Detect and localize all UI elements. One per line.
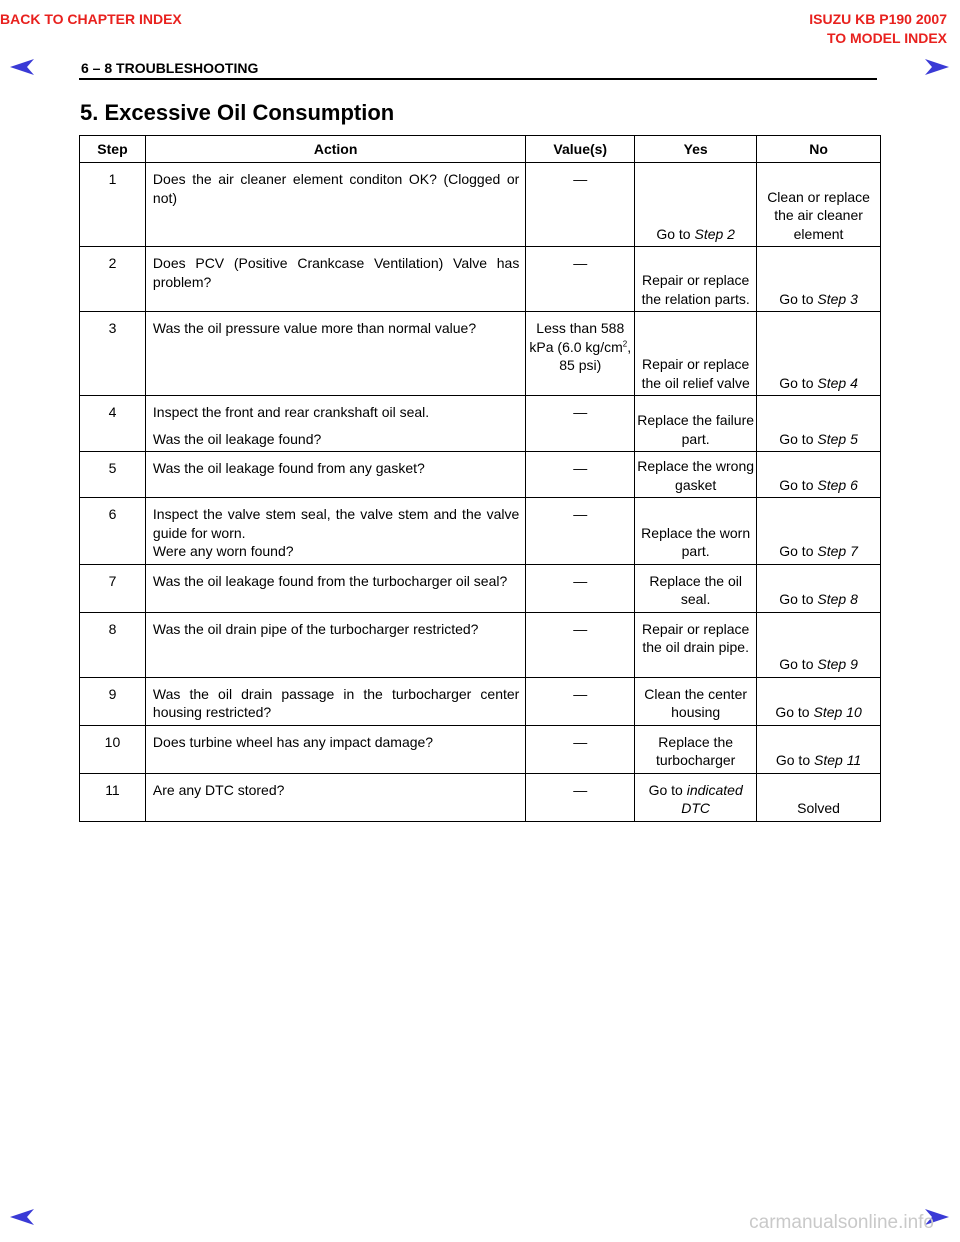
- header-values: Value(s): [526, 136, 635, 163]
- next-page-arrow-icon[interactable]: [924, 58, 950, 76]
- value-text-end: , 85 psi): [559, 338, 632, 373]
- no-cell: [757, 677, 881, 725]
- table-row: [80, 725, 881, 773]
- no-step-link[interactable]: Step 9: [817, 656, 858, 672]
- action-text: Does turbine wheel has any impact damage?: [145, 725, 525, 773]
- no-prefix: Go to: [779, 656, 818, 672]
- action-text: Was the oil pressure value more than normal value?: [145, 312, 525, 396]
- no-cell: [757, 612, 881, 677]
- yes-dtc-link[interactable]: indicated DTC: [681, 781, 743, 816]
- step-number: 9: [80, 677, 146, 725]
- no-cell: [757, 452, 881, 498]
- action-text: Are any DTC stored?: [145, 773, 525, 821]
- no-prefix: Go to: [779, 476, 818, 493]
- value-cell: —: [526, 163, 635, 247]
- yes-cell: Replace the turbocharger: [635, 725, 757, 773]
- value-superscript: 2: [622, 338, 628, 348]
- no-prefix: Go to: [779, 430, 818, 447]
- action-line: Inspect the valve stem seal, the valve stem and the valve guide for worn.: [152, 506, 520, 541]
- no-step-link[interactable]: Step 10: [813, 704, 862, 720]
- value-cell: [526, 312, 635, 396]
- no-cell: Clean or replace the air cleaner element: [757, 163, 881, 247]
- yes-prefix: Go to: [648, 781, 687, 798]
- yes-cell: [635, 773, 757, 821]
- table-row: [80, 247, 881, 312]
- value-text: Less than 588 kPa (6.0 kg/cm: [529, 320, 625, 355]
- value-cell: —: [526, 396, 635, 452]
- previous-page-arrow-icon[interactable]: [9, 58, 35, 76]
- table-row: [80, 498, 881, 565]
- value-cell: —: [526, 564, 635, 612]
- yes-cell: Replace the wrong gasket: [635, 452, 757, 498]
- action-line: Inspect the front and rear crankshaft oil seal.: [152, 404, 430, 420]
- table-row: [80, 452, 881, 498]
- value-cell: —: [526, 612, 635, 677]
- step-number: 6: [80, 498, 146, 565]
- table-row: [80, 396, 881, 452]
- step-number: 5: [80, 452, 146, 498]
- header-yes: Yes: [635, 136, 757, 163]
- header-no: No: [757, 136, 881, 163]
- step-number: 8: [80, 612, 146, 677]
- no-prefix: Go to: [779, 290, 818, 307]
- table-row: [80, 773, 881, 821]
- no-prefix: Go to: [779, 543, 818, 559]
- troubleshooting-table: [79, 135, 881, 822]
- no-step-link[interactable]: Step 8: [817, 591, 858, 607]
- no-step-link[interactable]: Step 4: [817, 374, 858, 391]
- yes-step-link[interactable]: Step 2: [694, 225, 735, 242]
- action-text: Was the oil drain passage in the turbocharger center housing restricted?: [145, 677, 525, 725]
- value-cell: —: [526, 773, 635, 821]
- yes-cell: Replace the worn part.: [635, 498, 757, 565]
- no-prefix: Go to: [779, 374, 818, 391]
- no-cell: [757, 498, 881, 565]
- no-step-link[interactable]: Step 11: [814, 752, 862, 768]
- model-title-link[interactable]: ISUZU KB P190 2007: [809, 11, 947, 27]
- action-text: Does PCV (Positive Crankcase Ventilation) Valve has problem?: [145, 247, 525, 312]
- value-cell: —: [526, 247, 635, 312]
- value-cell: —: [526, 677, 635, 725]
- action-text: [145, 396, 525, 452]
- section-title: 5. Excessive Oil Consumption: [80, 100, 395, 125]
- value-cell: —: [526, 452, 635, 498]
- table-row: [80, 677, 881, 725]
- no-cell: [757, 312, 881, 396]
- action-text: [145, 498, 525, 565]
- header-divider: [79, 78, 877, 80]
- yes-prefix: Go to: [656, 225, 695, 242]
- no-cell: [757, 247, 881, 312]
- page-header: 6 – 8 TROUBLESHOOTING: [81, 60, 259, 76]
- no-step-link[interactable]: Step 5: [817, 430, 858, 447]
- previous-page-arrow-icon-bottom[interactable]: [9, 1208, 35, 1226]
- back-to-chapter-index-link[interactable]: BACK TO CHAPTER INDEX: [0, 11, 182, 27]
- model-index-link[interactable]: TO MODEL INDEX: [826, 30, 947, 46]
- table-row: [80, 312, 881, 396]
- no-step-link[interactable]: Step 6: [817, 476, 858, 493]
- yes-cell: Clean the center housing: [635, 677, 757, 725]
- no-cell: Solved: [757, 773, 881, 821]
- header-action: Action: [145, 136, 525, 163]
- no-step-link[interactable]: Step 3: [817, 290, 858, 307]
- value-cell: —: [526, 498, 635, 565]
- watermark: carmanualsonline.info: [749, 1212, 934, 1233]
- action-text: Was the oil drain pipe of the turbocharger restricted?: [145, 612, 525, 677]
- yes-cell: Replace the failure part.: [635, 396, 757, 452]
- no-step-link[interactable]: Step 7: [817, 543, 858, 559]
- table-row: [80, 612, 881, 677]
- action-text: Was the oil leakage found from any gasket?: [145, 452, 525, 498]
- no-cell: [757, 725, 881, 773]
- table-row: [80, 163, 881, 247]
- step-number: 7: [80, 564, 146, 612]
- action-question: Was the oil leakage found?: [152, 430, 322, 447]
- yes-cell: Replace the oil seal.: [635, 564, 757, 612]
- action-text: Was the oil leakage found from the turbocharger oil seal?: [145, 564, 525, 612]
- no-cell: [757, 564, 881, 612]
- yes-cell: Repair or replace the oil drain pipe.: [635, 612, 757, 677]
- step-number: 10: [80, 725, 146, 773]
- yes-cell: Repair or replace the relation parts.: [635, 247, 757, 312]
- step-number: 4: [80, 396, 146, 452]
- header-step: Step: [80, 136, 146, 163]
- yes-cell: Repair or replace the oil relief valve: [635, 312, 757, 396]
- step-number: 2: [80, 247, 146, 312]
- value-cell: —: [526, 725, 635, 773]
- step-number: 3: [80, 312, 146, 396]
- no-prefix: Go to: [779, 591, 818, 607]
- action-question: Were any worn found?: [152, 543, 294, 559]
- step-number: 1: [80, 163, 146, 247]
- yes-cell: [635, 163, 757, 247]
- no-prefix: Go to: [775, 752, 814, 768]
- no-prefix: Go to: [775, 704, 814, 720]
- no-cell: [757, 396, 881, 452]
- table-row: [80, 564, 881, 612]
- step-number: 11: [80, 773, 146, 821]
- action-text: Does the air cleaner element conditon OK? (Clogged or not): [145, 163, 525, 247]
- table-header-row: [80, 136, 881, 163]
